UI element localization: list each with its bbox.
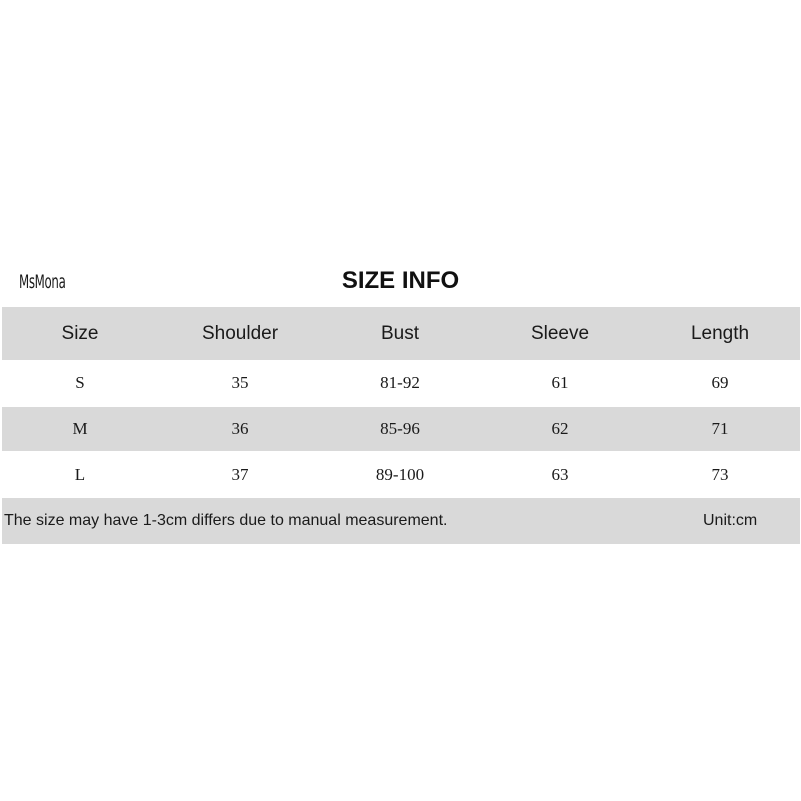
cell-size: M bbox=[72, 419, 88, 438]
table-row bbox=[0, 453, 801, 497]
cell-sleeve: 62 bbox=[551, 419, 569, 438]
cell-shoulder: 36 bbox=[231, 419, 249, 438]
cell-shoulder: 35 bbox=[231, 373, 249, 392]
column-header-bust: Bust bbox=[380, 323, 420, 344]
cell-sleeve: 63 bbox=[551, 465, 569, 484]
cell-bust: 85-96 bbox=[380, 419, 420, 438]
table-row bbox=[0, 361, 801, 405]
column-header-length: Length bbox=[690, 323, 750, 344]
size-table-header bbox=[0, 307, 801, 360]
unit-label: Unit:cm bbox=[703, 512, 758, 529]
cell-size: S bbox=[75, 373, 85, 392]
table-row bbox=[0, 407, 801, 451]
measurement-note: The size may have 1-3cm differs due to manual measurement. bbox=[4, 512, 448, 529]
cell-bust: 89-100 bbox=[375, 465, 425, 484]
cell-size: L bbox=[74, 465, 86, 484]
column-header-sleeve: Sleeve bbox=[530, 323, 590, 344]
cell-length: 69 bbox=[711, 373, 729, 392]
brand-logo: MsMona bbox=[19, 271, 66, 293]
cell-length: 71 bbox=[711, 419, 729, 438]
column-header-size: Size bbox=[61, 323, 99, 344]
cell-shoulder: 37 bbox=[231, 465, 249, 484]
column-header-shoulder: Shoulder bbox=[201, 323, 279, 344]
cell-bust: 81-92 bbox=[380, 373, 420, 392]
cell-sleeve: 61 bbox=[551, 373, 569, 392]
cell-length: 73 bbox=[711, 465, 729, 484]
page-title: SIZE INFO bbox=[341, 267, 460, 294]
